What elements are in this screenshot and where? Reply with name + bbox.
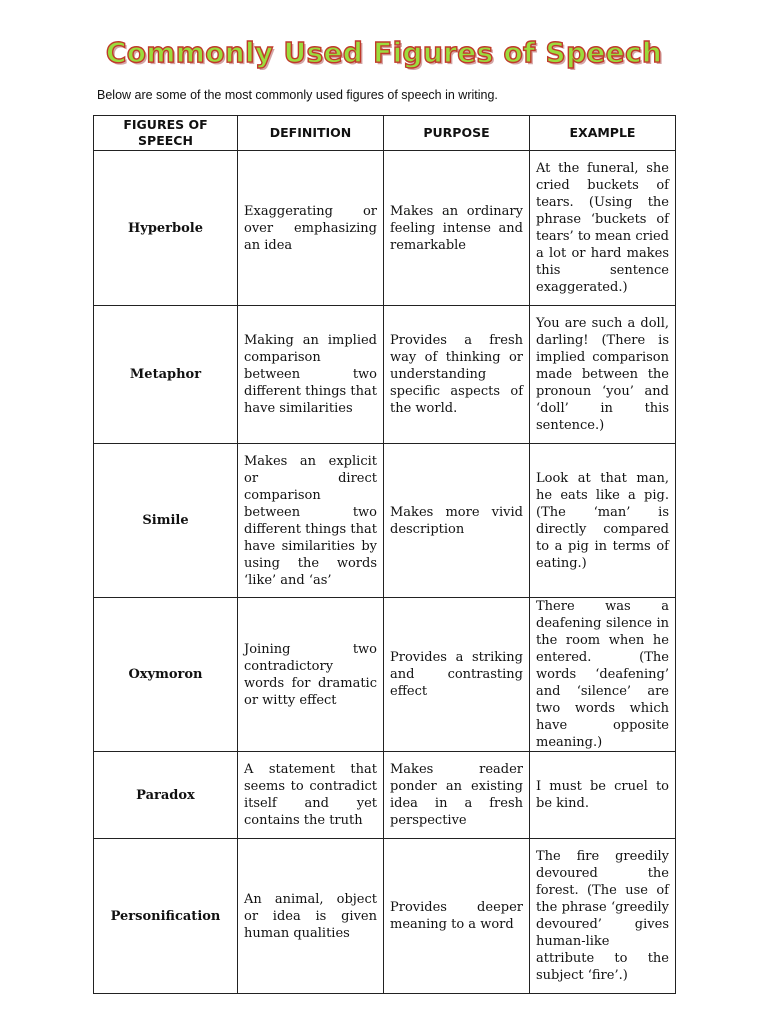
table-row [94,151,676,306]
table-header-row [94,116,676,151]
example-cell: At the funeral, she cried buckets of tears. (Using the phrase ‘buckets of tears’ to mean cried a lot or hard makes this sentence exaggerated.) [530,151,676,306]
term-cell: Hyperbole [94,151,238,306]
definition-cell: Exaggerating or over emphasizing an idea [238,151,384,306]
term-cell: Oxymoron [94,598,238,752]
intro-text: Below are some of the most commonly used figures of speech in writing. [97,88,498,102]
example-cell: The fire greedily devoured the forest. (The use of the phrase ‘greedily devoured’ gives human-like attribute to the subject ‘fire’.) [530,839,676,994]
table-row [94,444,676,598]
term-cell: Personification [94,839,238,994]
example-cell: There was a deafening silence in the room when he entered. (The words ‘deafening’ and ‘silence’ are two words which have opposite meaning.) [530,598,676,752]
header-figures-of-speech: FIGURES OF SPEECH [94,116,238,151]
purpose-cell: Makes more vivid description [384,444,530,598]
header-definition: DEFINITION [238,116,384,151]
term-cell: Paradox [94,752,238,839]
example-cell: I must be cruel to be kind. [530,752,676,839]
term-cell: Metaphor [94,306,238,444]
table-row [94,752,676,839]
definition-cell: An animal, object or idea is given human qualities [238,839,384,994]
page-title: Commonly Used Figures of Speech [105,36,663,69]
term-cell: Simile [94,444,238,598]
table-row [94,598,676,752]
definition-cell: A statement that seems to contradict itself and yet contains the truth [238,752,384,839]
example-cell: You are such a doll, darling! (There is implied comparison made between the pronoun ‘you’ and ‘doll’ in this sentence.) [530,306,676,444]
figures-of-speech-table [93,115,676,994]
table-row [94,839,676,994]
header-example: EXAMPLE [530,116,676,151]
definition-cell: Making an implied comparison between two different things that have similarities [238,306,384,444]
purpose-cell: Provides a striking and contrasting effect [384,598,530,752]
definition-cell: Makes an explicit or direct comparison between two different things that have similarities by using the words ‘like’ and ‘as’ [238,444,384,598]
purpose-cell: Provides deeper meaning to a word [384,839,530,994]
purpose-cell: Makes reader ponder an existing idea in a fresh perspective [384,752,530,839]
purpose-cell: Provides a fresh way of thinking or understanding specific aspects of the world. [384,306,530,444]
table-row [94,306,676,444]
header-purpose: PURPOSE [384,116,530,151]
purpose-cell: Makes an ordinary feeling intense and remarkable [384,151,530,306]
definition-cell: Joining two contradictory words for dramatic or witty effect [238,598,384,752]
example-cell: Look at that man, he eats like a pig. (The ‘man’ is directly compared to a pig in terms of eating.) [530,444,676,598]
